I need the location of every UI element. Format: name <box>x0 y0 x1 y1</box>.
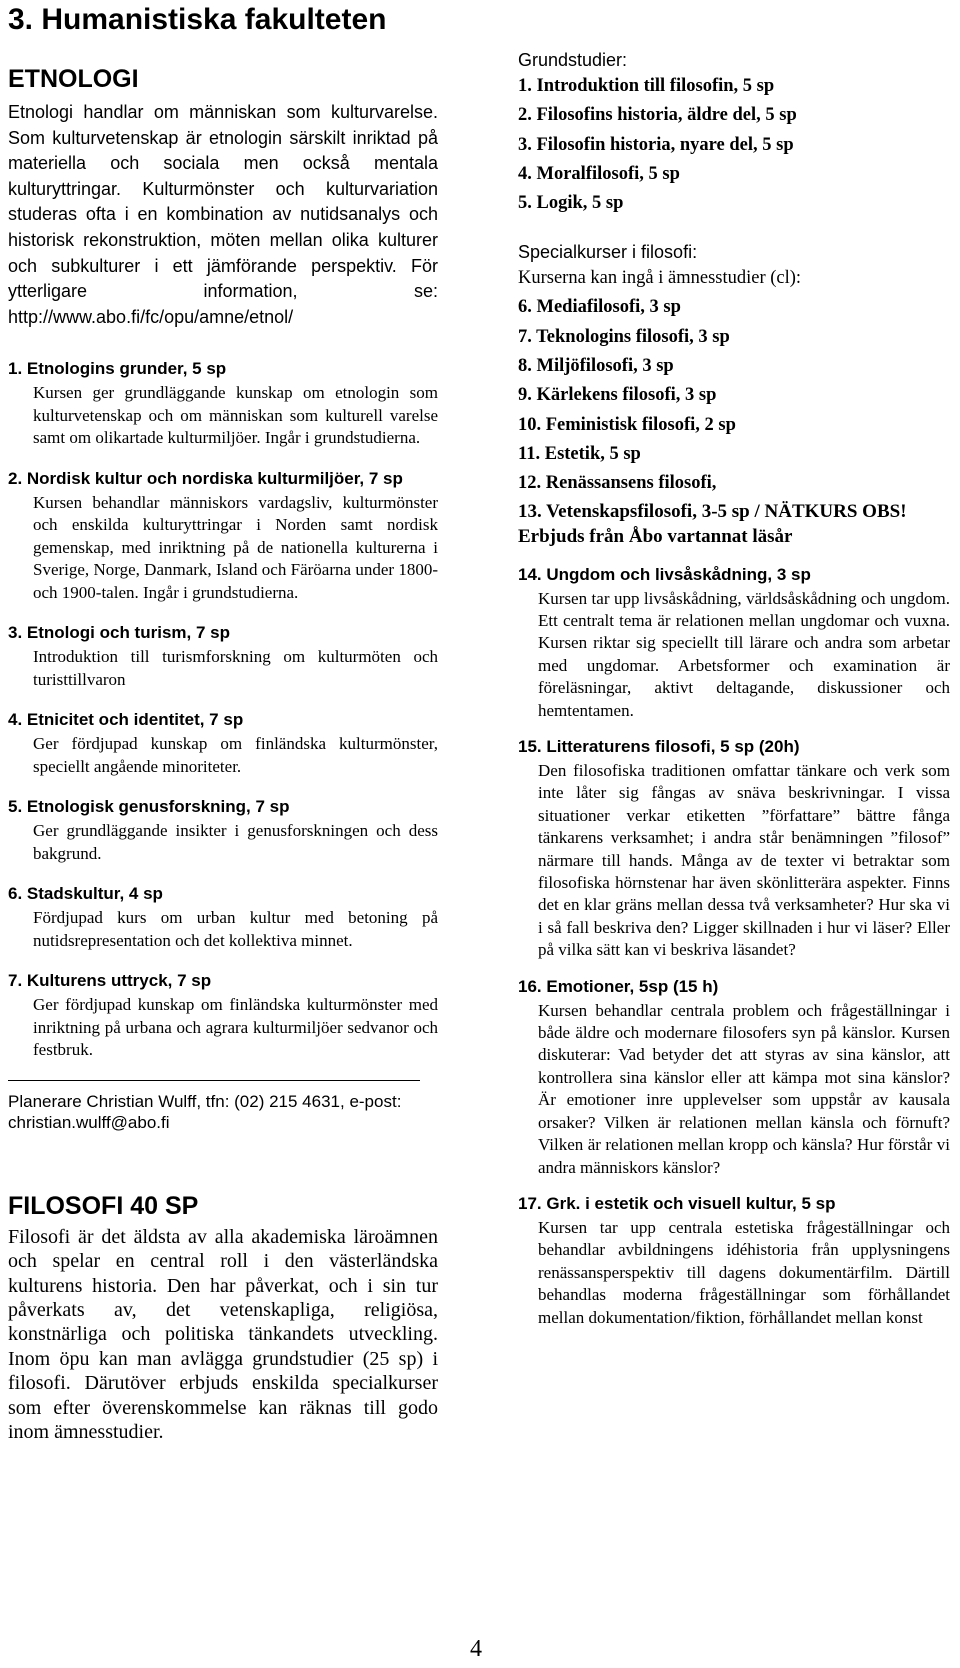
page-title: 3. Humanistiska fakulteten <box>8 3 387 36</box>
list-item: 13. Vetenskapsfilosofi, 3-5 sp / NÄTKURS OBS! Erbjuds från Åbo vartannat läsår <box>518 500 907 548</box>
list-item: 8. Miljöfilosofi, 3 sp <box>518 356 674 377</box>
filosofi-course-14 <box>518 564 950 722</box>
list-item: 4. Moralfilosofi, 5 sp <box>518 163 680 184</box>
etnologi-course-2 <box>8 468 438 605</box>
list-item: 2. Filosofins historia, äldre del, 5 sp <box>518 105 797 126</box>
course-title: 16. Emotioner, 5sp (15 h) <box>518 976 719 996</box>
etnologi-course-1 <box>8 358 438 450</box>
course-description: Ger fördjupad kunskap om finländska kulturmönster, speciellt angående minoriteter. <box>33 734 438 776</box>
course-description: Kursen behandlar människors vardagsliv, kulturmönster och enskilda kulturyttringar i Norden samt nordisk gemenskap, med inriktning på de nationella kulturerna i Sverige, Norge, Danmark, Island och Färöarna under 1800- och 1900-talen. Ingår i grundstudierna. <box>33 492 438 602</box>
course-title: 7. Kulturens uttryck, 7 sp <box>8 971 212 991</box>
page-number: 4 <box>470 1636 482 1662</box>
etnologi-heading: ETNOLOGI <box>8 65 139 93</box>
specialkurser-note: Kurserna kan ingå i ämnesstudier (cl): <box>518 268 802 289</box>
course-description: Ger fördjupad kunskap om finländska kulturmönster med inriktning på urbana och agrara kulturmiljöer sedvanor och festbruk. <box>33 995 438 1060</box>
list-item: 6. Mediafilosofi, 3 sp <box>518 297 681 318</box>
divider <box>8 1080 420 1081</box>
etnologi-course-4 <box>8 709 438 778</box>
course-title: 17. Grk. i estetik och visuell kultur, 5 sp <box>518 1193 836 1213</box>
course-description: Introduktion till turismforskning om kulturmöten och turisttillvaron <box>33 647 438 689</box>
etnologi-contact: Planerare Christian Wulff, tfn: (02) 215 4631, e-post: christian.wulff@abo.fi <box>8 1091 402 1132</box>
list-item: 7. Teknologins filosofi, 3 sp <box>518 326 730 347</box>
course-title: 6. Stadskultur, 4 sp <box>8 884 163 904</box>
course-title: 1. Etnologins grunder, 5 sp <box>8 359 227 379</box>
list-item: 12. Renässansens filosofi, <box>518 473 717 494</box>
etnologi-course-7 <box>8 970 438 1062</box>
course-title: 2. Nordisk kultur och nordiska kulturmiljöer, 7 sp <box>8 468 403 488</box>
filosofi-course-17 <box>518 1193 950 1329</box>
filosofi-course-15 <box>518 736 950 962</box>
course-description: Kursen behandlar centrala problem och frågeställningar i både äldre och modernare filosofers syn på känslor. Kursen diskuterar: Vad betyder det att styras av sina känslor, att kontrollera sina känslor eller att kämpa mot sina känslor? Är emotioner inre upplevelser som uppstår av kausala orsaker? Vilken är relationen mellan känsla och förnuft? Vilken är relationen mellan kropp och känsla? Hur förstår vi andra människors känslor? <box>538 1000 950 1177</box>
right-column <box>518 0 950 1329</box>
grundstudier-list <box>518 72 950 218</box>
filosofi-intro: Filosofi är det äldsta av alla akademiska läroämnen och spelar en central roll i den västerländska kulturens historia. Den har påverkat, och i sin tur påverkats av, det vetenskapliga, religiösa, konstnärliga och politiska tänkandets utveckling. Inom öpu kan man avlägga grundstudier (25 sp) i filosofi. Därutöver erbjuds enskilda specialkurser som efter överenskommelse kan räknas till godo inom ämnesstudier. <box>8 1225 438 1444</box>
etnologi-course-3 <box>8 622 438 691</box>
course-description: Kursen ger grundläggande kunskap om etnologin som kulturvetenskap och om människan som kulturell varelse samt om olikartade kulturmiljöer. Ingår i grundstudierna. <box>33 383 438 448</box>
course-title: 4. Etnicitet och identitet, 7 sp <box>8 710 244 730</box>
list-item: 9. Kärlekens filosofi, 3 sp <box>518 385 717 406</box>
course-title: 5. Etnologisk genusforskning, 7 sp <box>8 797 290 817</box>
etnologi-intro: Etnologi handlar om människan som kulturvarelse. Som kulturvetenskap är etnologin särskilt inriktad på materiella och sociala men också mentala kulturyttringar. Kulturmönster och kulturvariation studeras ofta i en kombination av nutidsanalys och historisk rekonstruktion, möten mellan olika kulturer och subkulturer i ett jämförande perspektiv. För ytterligare information, se: http://www.abo.fi/fc/opu/amne/etnol/ <box>8 102 438 327</box>
list-item: 11. Estetik, 5 sp <box>518 443 641 464</box>
specialkurser-heading: Specialkurser i filosofi: <box>518 242 698 263</box>
course-description: Den filosofiska traditionen omfattar tänkare och verk som inte låter sig fångas av snäva beskrivningar. I vissa situationer verkar etiketten ”författare” bättre fånga tänkarens verksamhet; i andra står benämningen ”filosof” närmare till hands. Många av de texter vi betraktar som filosofiska hörnstenar har även skönlitterära aspekter. Finns det en klar gräns mellan dessa två verksamheter? Hur ska vi i så fall beskriva den? Ligger skillnaden i hur vi läser? Eller på vilka sätt kan vi beskriva läsandet? <box>538 761 950 960</box>
course-description: Kursen tar upp livsåskådning, världsåskådning och ungdom. Ett centralt tema är relationen mellan ungdomar och vuxna. Kursen riktar sig speciellt till lärare och andra som arbetar med ungdomar. Arbetsformer och examination är föreläsningar, aktivt deltagande, diskussioner och hemtentamen. <box>538 588 950 720</box>
list-item: 3. Filosofin historia, nyare del, 5 sp <box>518 134 794 155</box>
course-description: Ger grundläggande insikter i genusforskningen och dess bakgrund. <box>33 821 438 863</box>
etnologi-course-6 <box>8 883 438 952</box>
course-description: Fördjupad kurs om urban kultur med betoning på nutidsrepresentation och det kollektiva minnet. <box>33 908 438 950</box>
course-title: 3. Etnologi och turism, 7 sp <box>8 623 230 643</box>
left-column <box>8 0 438 1445</box>
etnologi-course-5 <box>8 796 438 865</box>
course-description: Kursen tar upp centrala estetiska frågeställningar och behandlar avbildningens idéhistoria från upplysningens renässansperspektiv till dagens dokumentärfilm. Därtill behandlas moderna frågeställningar som förhållandet mellan dokumentation/fiktion, förhållandet mellan konst <box>538 1217 950 1327</box>
list-item: 1. Introduktion till filosofin, 5 sp <box>518 76 775 96</box>
filosofi-heading: FILOSOFI 40 SP <box>8 1191 199 1220</box>
list-item: 5. Logik, 5 sp <box>518 193 624 214</box>
course-title: 14. Ungdom och livsåskådning, 3 sp <box>518 564 811 584</box>
list-item: 10. Feministisk filosofi, 2 sp <box>518 414 736 435</box>
filosofi-course-16 <box>518 976 950 1179</box>
specialkurser-list <box>518 293 950 549</box>
course-title: 15. Litteraturens filosofi, 5 sp (20h) <box>518 737 800 756</box>
grundstudier-heading: Grundstudier: <box>518 50 628 70</box>
